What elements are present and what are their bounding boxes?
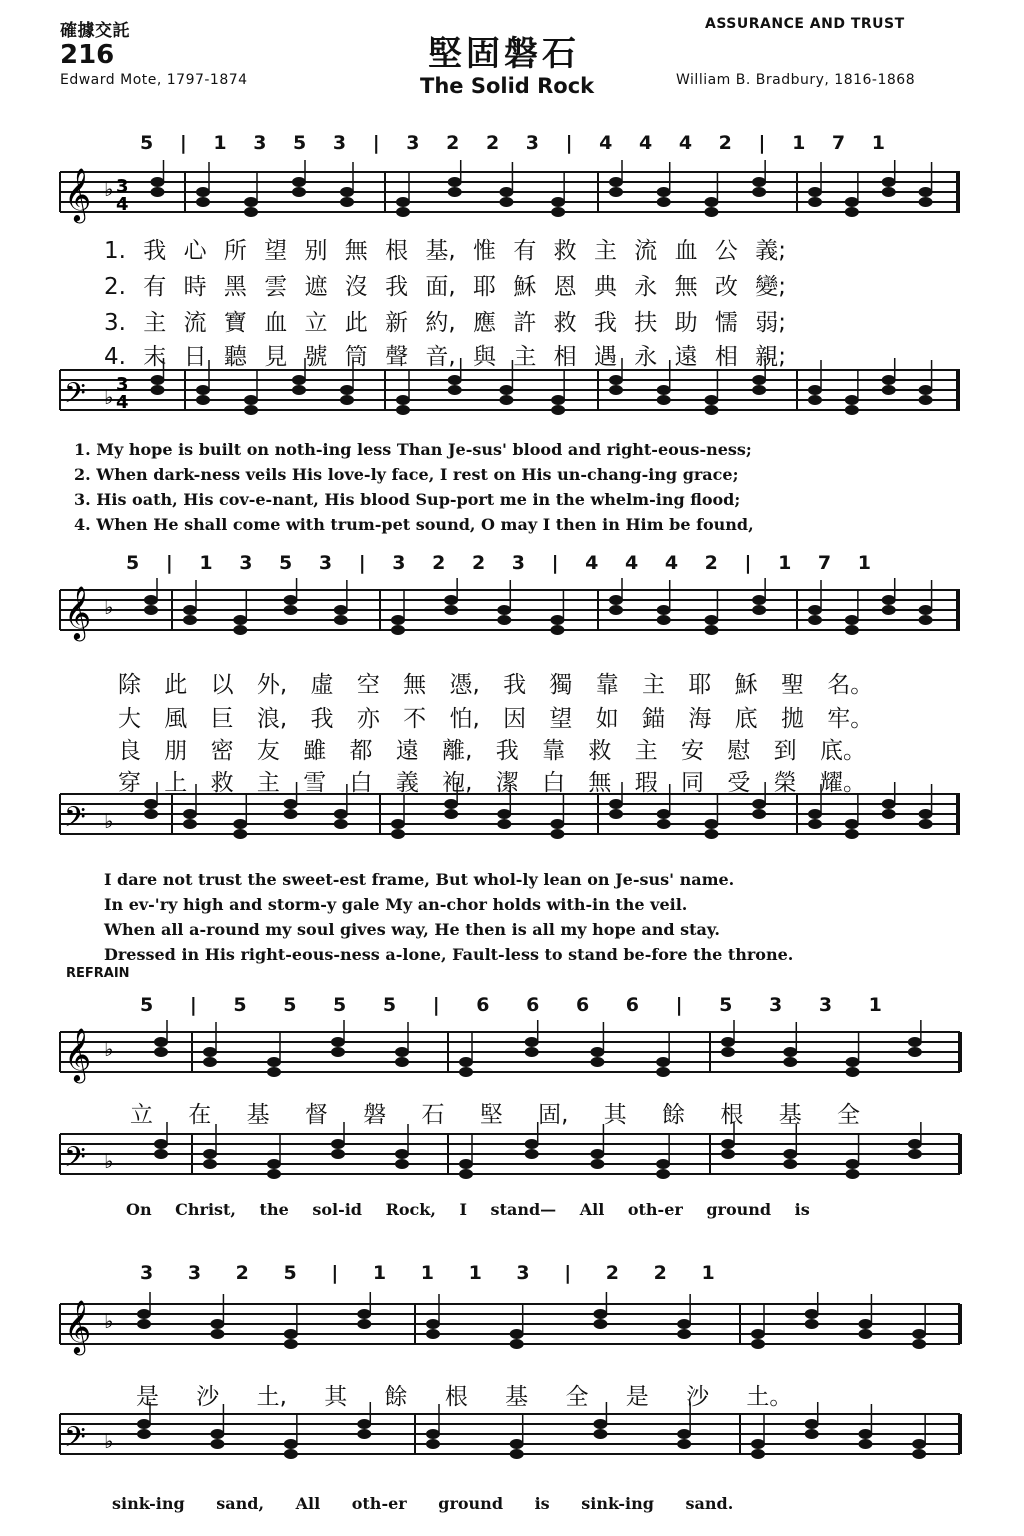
en-verse-2-4: Dressed in His right-eous-ness a-lone, Fault-less to stand be-fore the throne. (104, 945, 794, 964)
svg-text:𝄢: 𝄢 (64, 377, 86, 417)
cn-verse-2-1: 除 此 以 外, 虛 空 無 憑, 我 獨 靠 主 耶 穌 聖 名。 (118, 672, 874, 698)
svg-text:𝄢: 𝄢 (64, 1141, 86, 1181)
jianpu-line-1: 5 | 1 3 5 3 | 3 2 2 3 | 4 4 4 2 | 1 7 1 (140, 132, 885, 154)
en-refrain-2: sink-ing sand, All oth-er ground is sink-ing sand. (112, 1494, 734, 1513)
svg-text:♭: ♭ (104, 595, 114, 619)
title-en: The Solid Rock (420, 74, 595, 98)
svg-text:𝄢: 𝄢 (64, 801, 86, 841)
svg-text:3: 3 (116, 176, 129, 197)
cn-refrain-1: 立 在 基 督 磐 石 堅 固, 其 餘 根 基 全 (130, 1102, 861, 1128)
category-cn: 確據交託 (60, 21, 130, 41)
svg-text:3: 3 (116, 374, 129, 395)
cn-verse-1-3: 3. 主 流 寶 血 立 此 新 約, 應 許 救 我 扶 助 懦 弱; (104, 310, 786, 336)
en-verse-1-4: 4. When He shall come with trum-pet sound, O may I then in Him be found, (74, 515, 754, 534)
treble-staff-4 (0, 1292, 1024, 1382)
treble-staff-2 (0, 578, 1024, 668)
svg-text:♭: ♭ (104, 1149, 114, 1173)
bass-staff-2 (0, 782, 1024, 872)
svg-text:♭: ♭ (104, 1037, 114, 1061)
en-refrain-1: On Christ, the sol-id Rock, I stand— All oth-er ground is (126, 1200, 810, 1219)
jianpu-line-4: 3 3 2 5 | 1 1 1 3 | 2 2 1 (140, 1262, 715, 1284)
svg-text:♭: ♭ (104, 385, 114, 409)
jianpu-line-2: 5 | 1 3 5 3 | 3 2 2 3 | 4 4 4 2 | 1 7 1 (126, 552, 871, 574)
cn-verse-1-4: 4. 末 日 聽 見 號 筒 聲 音, 與 主 相 遇 永 遠 相 親; (104, 344, 786, 370)
refrain-label: REFRAIN (66, 966, 130, 981)
en-verse-1-2: 2. When dark-ness veils His love-ly face, I rest on His un-chang-ing grace; (74, 465, 739, 484)
svg-text:♭: ♭ (104, 1429, 114, 1453)
svg-text:♭: ♭ (104, 177, 114, 201)
svg-text:4: 4 (116, 194, 129, 215)
en-verse-1-1: 1. My hope is built on noth-ing less Than Je-sus' blood and right-eous-ness; (74, 440, 752, 459)
cn-verse-1-2: 2. 有 時 黑 雲 遮 沒 我 面, 耶 穌 恩 典 永 無 改 變; (104, 274, 786, 300)
svg-text:𝄢: 𝄢 (64, 1421, 86, 1461)
bass-staff-3 (0, 1122, 1024, 1212)
author: Edward Mote, 1797-1874 (60, 72, 248, 88)
cn-verse-2-2: 大 風 巨 浪, 我 亦 不 怕, 因 望 如 錨 海 底 拋 牢。 (118, 706, 874, 732)
title-cn: 堅固磐石 (428, 34, 580, 74)
cn-refrain-2: 是 沙 土, 其 餘 根 基 全 是 沙 土。 (136, 1384, 793, 1410)
svg-text:𝄞: 𝄞 (64, 1299, 92, 1353)
en-verse-2-1: I dare not trust the sweet-est frame, But whol-ly lean on Je-sus' name. (104, 870, 735, 889)
svg-text:𝄞: 𝄞 (64, 1027, 92, 1081)
cn-verse-1-1: 1. 我 心 所 望 别 無 根 基, 惟 有 救 主 流 血 公 義; (104, 238, 786, 264)
cn-verse-2-4: 穿 上 救 主 雪 白 義 袍, 潔 白 無 瑕 同 受 榮 耀。 (118, 770, 866, 796)
en-verse-1-3: 3. His oath, His cov-e-nant, His blood Sup-port me in the whelm-ing flood; (74, 490, 741, 509)
svg-text:𝄞: 𝄞 (64, 585, 92, 639)
composer: William B. Bradbury, 1816-1868 (676, 72, 916, 88)
category-en: ASSURANCE AND TRUST (705, 16, 905, 32)
bass-staff-4 (0, 1402, 1024, 1492)
svg-text:♭: ♭ (104, 1309, 114, 1333)
cn-verse-2-3: 良 朋 密 友 雖 都 遠 離, 我 靠 救 主 安 慰 到 底。 (118, 738, 866, 764)
en-verse-2-3: When all a-round my soul gives way, He then is all my hope and stay. (104, 920, 720, 939)
svg-text:𝄞: 𝄞 (64, 167, 92, 221)
hymn-number: 216 (60, 40, 115, 70)
bass-staff-1 (0, 358, 1024, 448)
jianpu-line-3: 5 | 5 5 5 5 | 6 6 6 6 | 5 3 3 1 (140, 994, 882, 1016)
svg-text:4: 4 (116, 392, 129, 413)
en-verse-2-2: In ev-'ry high and storm-y gale My an-chor holds with-in the veil. (104, 895, 688, 914)
svg-text:♭: ♭ (104, 809, 114, 833)
